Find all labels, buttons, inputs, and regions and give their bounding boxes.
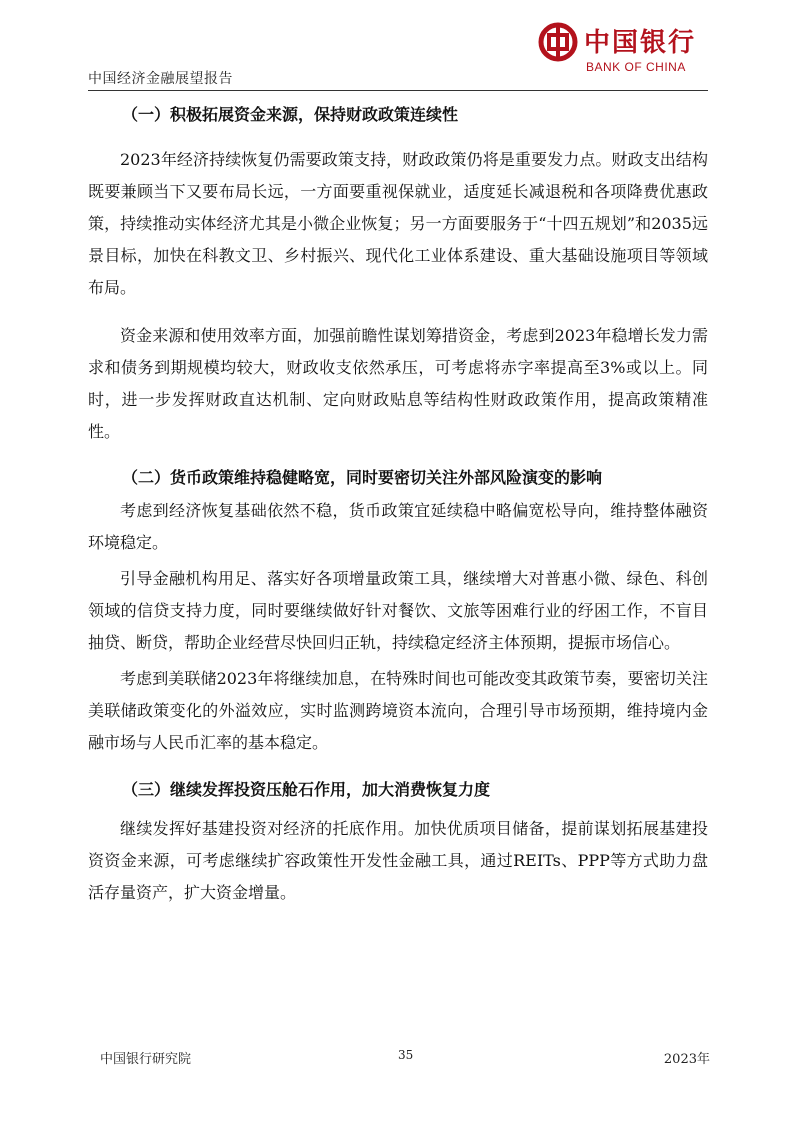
section-heading: （一）积极拓展资金来源，保持财政政策连续性	[122, 105, 459, 124]
header-divider	[88, 90, 708, 91]
paragraph: 引导金融机构用足、落实好各项增量政策工具，继续增大对普惠小微、绿色、科创领域的信贷支持力度，同时要继续做好针对餐饮、文旅等困难行业的纾困工作，不盲目抽贷、断贷，帮助企业经营尽快回归正轨，持续稳定经济主体预期，提振市场信心。	[88, 569, 708, 652]
section-investment-consumption	[88, 773, 708, 909]
page-header	[88, 20, 708, 90]
bank-of-china-logo	[538, 22, 708, 80]
paragraph: 考虑到美联储2023年将继续加息，在特殊时间也可能改变其政策节奏，要密切关注美联储政策变化的外溢效应，实时监测跨境资本流向，合理引导市场预期，维持境内金融市场与人民币汇率的基本稳定。	[88, 669, 708, 752]
section-heading: （二）货币政策维持稳健略宽，同时要密切关注外部风险演变的影响	[122, 468, 603, 487]
logo-english-name: BANK OF CHINA	[586, 60, 686, 74]
bank-of-china-emblem-icon	[538, 22, 578, 62]
logo-chinese-name: 中国银行	[584, 28, 697, 58]
section-heading: （三）继续发挥投资压舱石作用，加大消费恢复力度	[122, 780, 491, 799]
paragraph: 考虑到经济恢复基础依然不稳，货币政策宜延续稳中略偏宽松导向，维持整体融资环境稳定。	[88, 501, 708, 552]
page-body	[88, 98, 708, 909]
paragraph: 继续发挥好基建投资对经济的托底作用。加快优质项目储备，提前谋划拓展基建投资资金来源，可考虑继续扩容政策性开发性金融工具，通过REITs、PPP等方式助力盘活存量资产，扩大资金增量。	[88, 819, 708, 902]
report-title: 中国经济金融展望报告	[88, 71, 233, 87]
section-fiscal-policy	[88, 98, 708, 448]
page-footer	[100, 1048, 710, 1068]
footer-year: 2023年	[663, 1052, 710, 1067]
page-number: 35	[398, 1048, 414, 1062]
footer-institute: 中国银行研究院	[100, 1052, 192, 1067]
section-monetary-policy	[88, 461, 708, 759]
paragraph: 2023年经济持续恢复仍需要政策支持，财政政策仍将是重要发力点。财政支出结构既要兼顾当下又要布局长远，一方面要重视保就业，适度延长减退税和各项降费优惠政策，持续推动实体经济尤其是小微企业恢复；另一方面要服务于“十四五规划”和2035远景目标，加快在科教文卫、乡村振兴、现代化工业体系建设、重大基础设施项目等领域布局。	[88, 150, 708, 297]
paragraph: 资金来源和使用效率方面，加强前瞻性谋划筹措资金，考虑到2023年稳增长发力需求和债务到期规模均较大，财政收支依然承压，可考虑将赤字率提高至3%或以上。同时，进一步发挥财政直达机制、定向财政贴息等结构性财政政策作用，提高政策精准性。	[88, 326, 708, 441]
